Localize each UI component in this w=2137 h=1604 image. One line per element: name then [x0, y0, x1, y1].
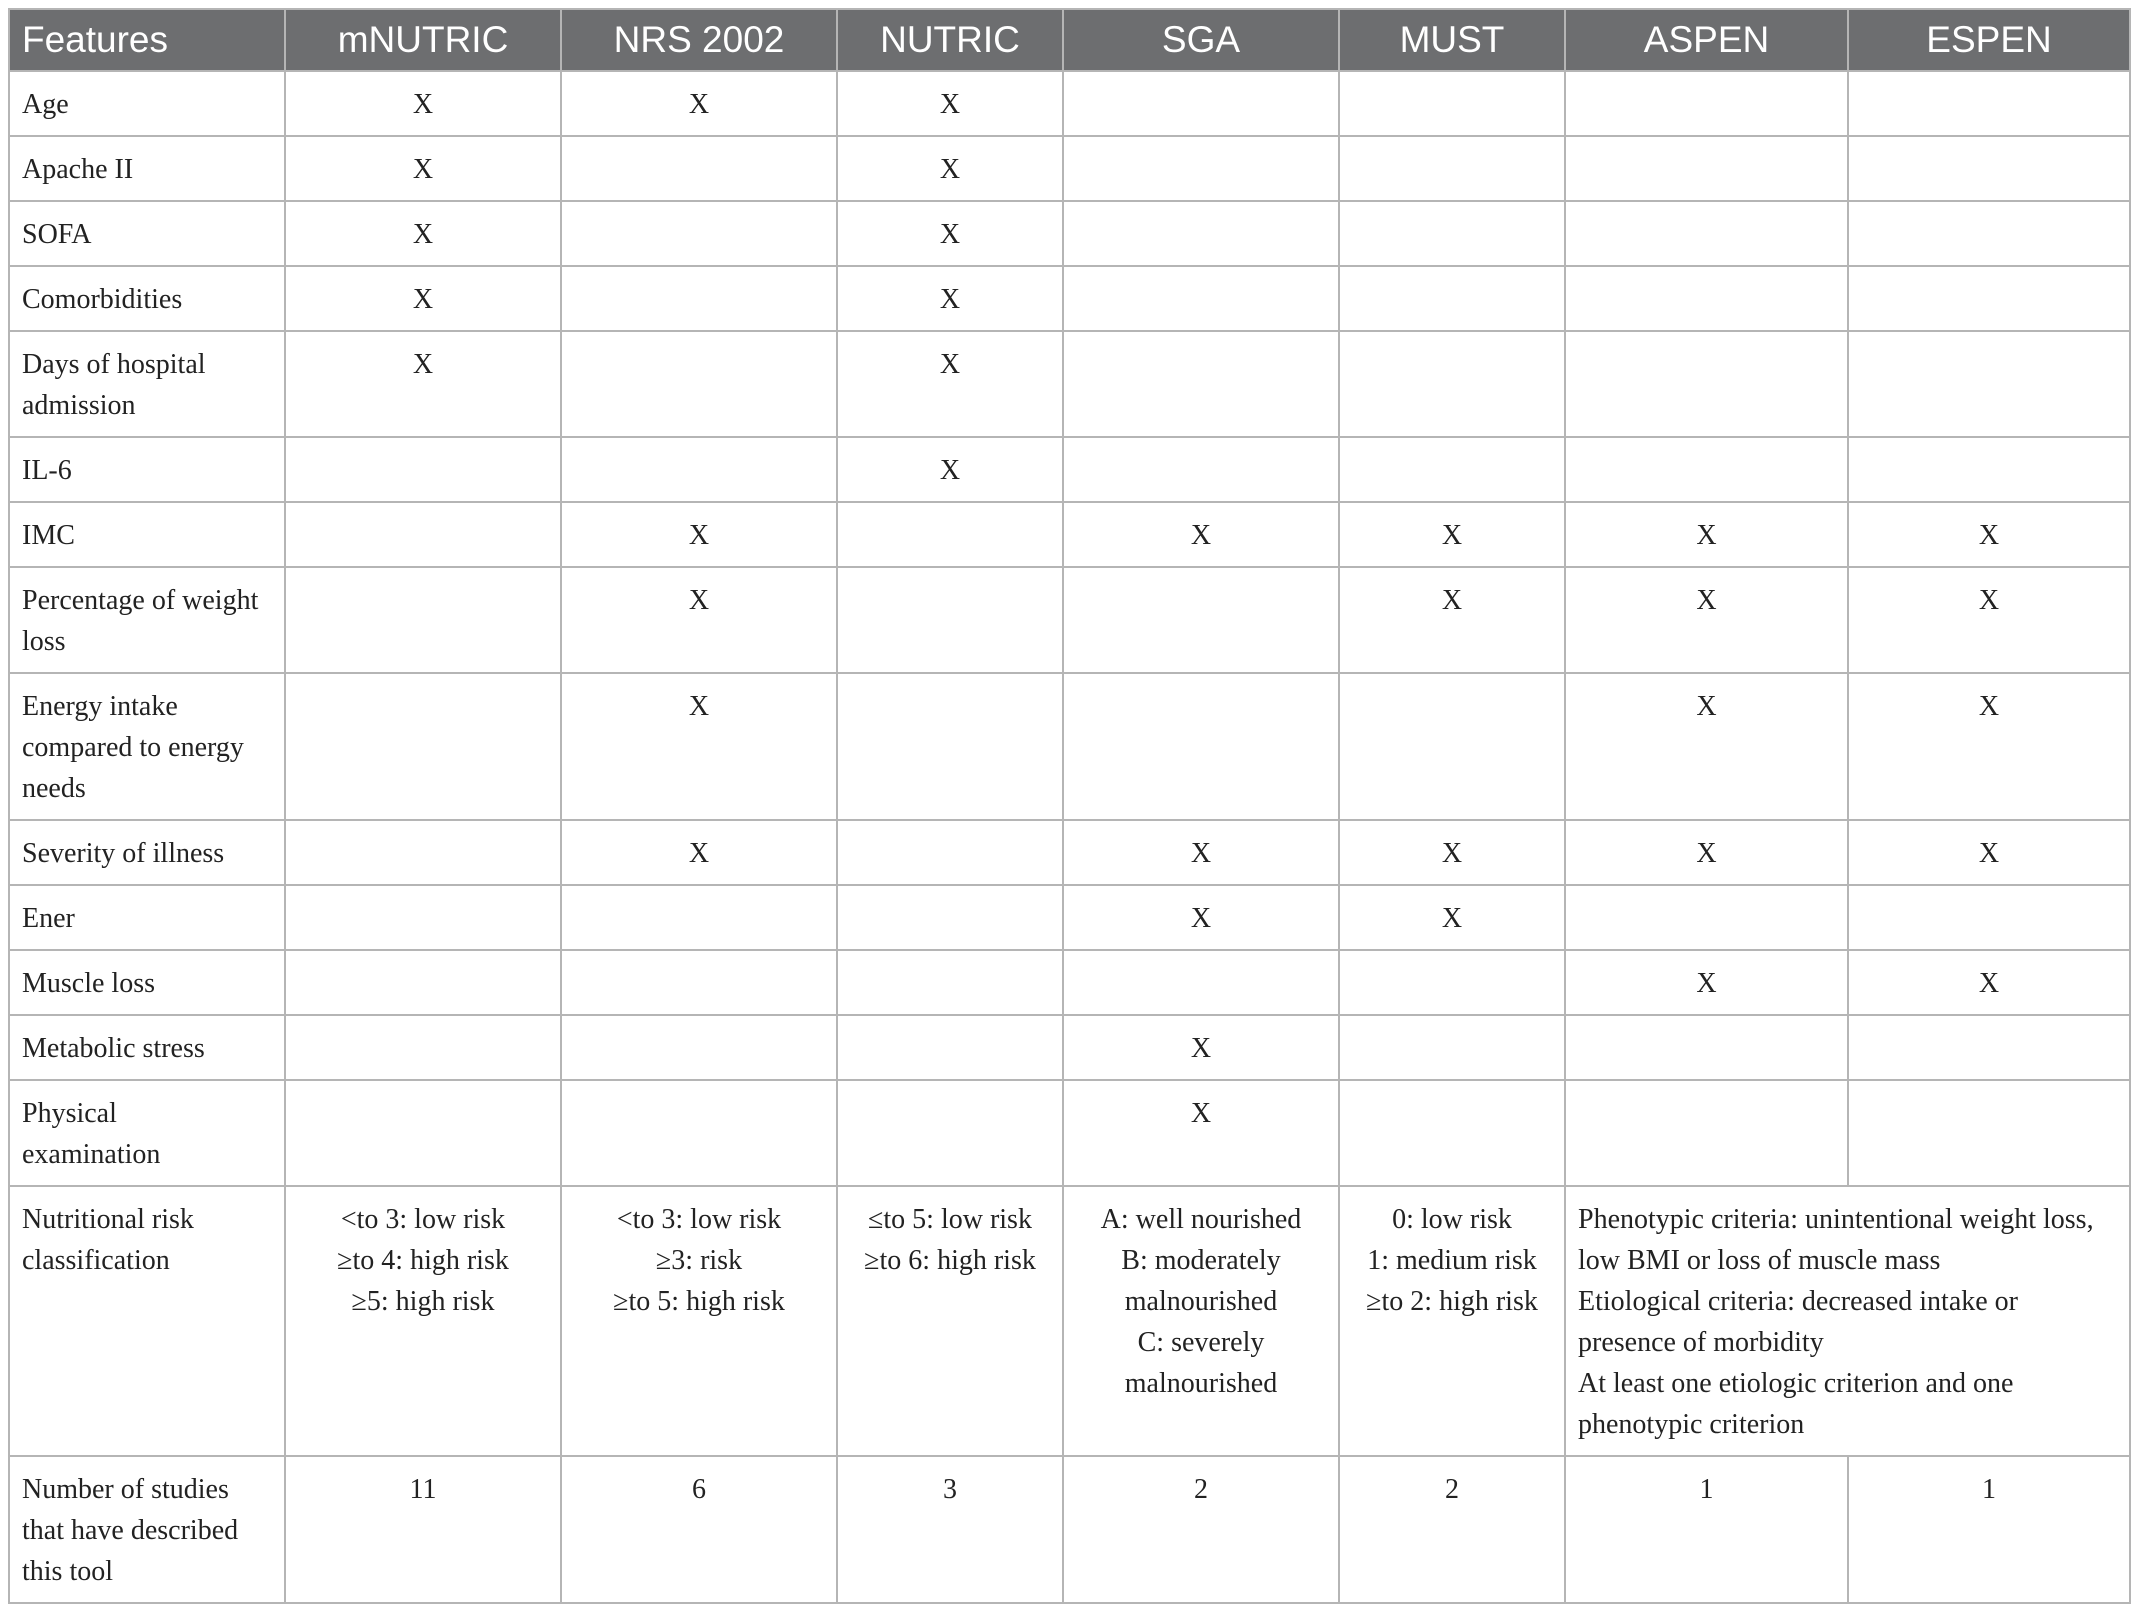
table-row: [9, 437, 2130, 502]
feature-cell: [9, 885, 285, 950]
check-cell: [1565, 1080, 1848, 1186]
check-cell: [1848, 136, 2130, 201]
check-cell: [1339, 266, 1565, 331]
table-body: [9, 71, 2130, 1603]
check-cell: X: [837, 71, 1063, 136]
study-count-cell: 6: [561, 1456, 837, 1603]
header-espen: ESPEN: [1848, 9, 2130, 71]
check-cell: X: [1565, 950, 1848, 1015]
check-cell: [1063, 71, 1339, 136]
check-cell: X: [1063, 502, 1339, 567]
cell-line: Metabolic stress: [22, 1033, 205, 1064]
check-cell: [561, 1015, 837, 1080]
feature-cell: [9, 71, 285, 136]
check-cell: [1063, 673, 1339, 820]
check-cell: X: [1063, 820, 1339, 885]
check-cell: X: [1848, 502, 2130, 567]
check-cell: [285, 820, 561, 885]
feature-cell: [9, 502, 285, 567]
check-cell: [1848, 266, 2130, 331]
check-cell: X: [1339, 567, 1565, 673]
check-cell: [1848, 71, 2130, 136]
check-cell: [1848, 1015, 2130, 1080]
check-cell: [837, 885, 1063, 950]
table-row: [9, 673, 2130, 820]
check-cell: [1565, 1015, 1848, 1080]
check-cell: [1339, 201, 1565, 266]
check-cell: X: [1848, 673, 2130, 820]
check-cell: [561, 437, 837, 502]
check-cell: X: [285, 266, 561, 331]
feature-cell: [9, 201, 285, 266]
cell-line: phenotypic criterion: [1578, 1409, 1805, 1440]
check-cell: [1339, 673, 1565, 820]
cell-line: Nutritional risk: [22, 1204, 194, 1235]
check-cell: X: [1063, 885, 1339, 950]
check-cell: [837, 820, 1063, 885]
cell-line: SOFA: [22, 219, 92, 250]
cell-line: Apache II: [22, 154, 134, 185]
check-cell: [285, 1015, 561, 1080]
study-count-cell: 1: [1848, 1456, 2130, 1603]
check-cell: [285, 885, 561, 950]
cell-line: ≥3: risk: [655, 1245, 743, 1276]
classification-cell-mnutric: [285, 1186, 561, 1456]
check-cell: [1339, 1080, 1565, 1186]
check-cell: [837, 1080, 1063, 1186]
cell-line: malnourished: [1124, 1286, 1278, 1317]
feature-cell: [9, 437, 285, 502]
feature-cell: [9, 820, 285, 885]
cell-line: Phenotypic criteria: unintentional weight loss,: [1578, 1204, 2094, 1235]
check-cell: [1848, 437, 2130, 502]
check-cell: X: [285, 71, 561, 136]
check-cell: X: [1565, 820, 1848, 885]
cell-line: Ener: [22, 903, 75, 934]
check-cell: X: [285, 136, 561, 201]
cell-line: Days of hospital: [22, 349, 206, 380]
check-cell: [561, 950, 837, 1015]
table-row: [9, 331, 2130, 437]
cell-line: C: severely: [1137, 1327, 1265, 1358]
check-cell: [1565, 331, 1848, 437]
feature-cell: [9, 1080, 285, 1186]
check-cell: [285, 950, 561, 1015]
check-cell: [1565, 71, 1848, 136]
check-cell: X: [1339, 820, 1565, 885]
check-cell: [1565, 437, 1848, 502]
feature-cell: [9, 567, 285, 673]
table-row: [9, 1080, 2130, 1186]
check-cell: [1565, 201, 1848, 266]
feature-cell: [9, 1015, 285, 1080]
check-cell: X: [1339, 885, 1565, 950]
cell-line: this tool: [22, 1556, 114, 1587]
study-count-cell: 2: [1063, 1456, 1339, 1603]
check-cell: [1848, 1080, 2130, 1186]
cell-line: <to 3: low risk: [340, 1204, 506, 1235]
cell-line: 0: low risk: [1392, 1204, 1512, 1235]
header-aspen: ASPEN: [1565, 9, 1848, 71]
check-cell: [837, 1015, 1063, 1080]
check-cell: [1063, 950, 1339, 1015]
check-cell: [1339, 1015, 1565, 1080]
check-cell: [1848, 885, 2130, 950]
check-cell: [1339, 71, 1565, 136]
check-cell: [837, 673, 1063, 820]
check-cell: X: [1339, 502, 1565, 567]
table-row: [9, 820, 2130, 885]
check-cell: [561, 331, 837, 437]
studies-row: [9, 1456, 2130, 1603]
table-row: [9, 567, 2130, 673]
check-cell: X: [285, 201, 561, 266]
cell-line: Muscle loss: [22, 968, 155, 999]
cell-line: A: well nourished: [1100, 1204, 1302, 1235]
cell-line: compared to energy: [22, 732, 244, 763]
check-cell: [561, 266, 837, 331]
cell-line: loss: [22, 626, 66, 657]
check-cell: [1848, 201, 2130, 266]
table-container: [8, 8, 2129, 1604]
cell-line: Age: [22, 89, 69, 120]
check-cell: [1063, 437, 1339, 502]
table-row: [9, 71, 2130, 136]
classification-cell-sga: [1063, 1186, 1339, 1456]
check-cell: X: [837, 201, 1063, 266]
table-row: [9, 1015, 2130, 1080]
cell-line: <to 3: low risk: [616, 1204, 782, 1235]
cell-line: Severity of illness: [22, 838, 225, 869]
check-cell: [1339, 136, 1565, 201]
table-row: [9, 502, 2130, 567]
check-cell: X: [1848, 567, 2130, 673]
check-cell: X: [561, 71, 837, 136]
check-cell: X: [837, 266, 1063, 331]
table-row: [9, 201, 2130, 266]
study-count-cell: 2: [1339, 1456, 1565, 1603]
classification-cell-nrs2002: [561, 1186, 837, 1456]
check-cell: X: [561, 673, 837, 820]
cell-line: 1: medium risk: [1367, 1245, 1537, 1276]
check-cell: [1063, 331, 1339, 437]
cell-line: ≥to 6: high risk: [864, 1245, 1036, 1276]
feature-cell: [9, 266, 285, 331]
cell-line: ≥5: high risk: [351, 1286, 495, 1317]
cell-line: ≥to 4: high risk: [337, 1245, 509, 1276]
cell-line: low BMI or loss of muscle mass: [1578, 1245, 1941, 1276]
feature-cell: [9, 1186, 285, 1456]
check-cell: [285, 437, 561, 502]
check-cell: [1565, 266, 1848, 331]
cell-line: Etiological criteria: decreased intake or: [1578, 1286, 2019, 1317]
header-nutric: NUTRIC: [837, 9, 1063, 71]
feature-cell: [9, 950, 285, 1015]
table-row: [9, 885, 2130, 950]
table-row: [9, 136, 2130, 201]
header-row: [9, 9, 2130, 71]
check-cell: [1339, 437, 1565, 502]
cell-line: IL-6: [22, 455, 72, 486]
cell-line: admission: [22, 390, 136, 421]
check-cell: [1339, 950, 1565, 1015]
check-cell: [285, 673, 561, 820]
cell-line: Number of studies: [22, 1474, 229, 1505]
check-cell: [837, 950, 1063, 1015]
check-cell: [285, 567, 561, 673]
header-must: MUST: [1339, 9, 1565, 71]
check-cell: X: [837, 136, 1063, 201]
study-count-cell: 3: [837, 1456, 1063, 1603]
check-cell: X: [1848, 950, 2130, 1015]
cell-line: Energy intake: [22, 691, 178, 722]
check-cell: [561, 136, 837, 201]
feature-cell: [9, 1456, 285, 1603]
check-cell: X: [1063, 1080, 1339, 1186]
cell-line: examination: [22, 1139, 161, 1170]
check-cell: [1063, 266, 1339, 331]
cell-line: Physical: [22, 1098, 117, 1129]
check-cell: [1848, 331, 2130, 437]
check-cell: [1565, 885, 1848, 950]
check-cell: X: [1565, 502, 1848, 567]
classification-cell-nutric: [837, 1186, 1063, 1456]
cell-line: malnourished: [1124, 1368, 1278, 1399]
check-cell: X: [1565, 673, 1848, 820]
header-features: Features: [9, 9, 285, 71]
check-cell: X: [1063, 1015, 1339, 1080]
study-count-cell: 11: [285, 1456, 561, 1603]
check-cell: X: [285, 331, 561, 437]
check-cell: [1063, 201, 1339, 266]
check-cell: X: [837, 331, 1063, 437]
cell-line: needs: [22, 773, 86, 804]
check-cell: [1339, 331, 1565, 437]
check-cell: [561, 885, 837, 950]
comparison-table: [8, 8, 2131, 1604]
cell-line: ≤to 5: low risk: [868, 1204, 1032, 1235]
check-cell: X: [1848, 820, 2130, 885]
cell-line: B: moderately: [1121, 1245, 1281, 1276]
check-cell: [1063, 567, 1339, 673]
check-cell: X: [561, 567, 837, 673]
feature-cell: [9, 136, 285, 201]
header-mnutric: mNUTRIC: [285, 9, 561, 71]
check-cell: [1063, 136, 1339, 201]
cell-line: Percentage of weight: [22, 585, 259, 616]
check-cell: [1565, 136, 1848, 201]
check-cell: X: [561, 502, 837, 567]
cell-line: IMC: [22, 520, 75, 551]
cell-line: ≥to 2: high risk: [1366, 1286, 1538, 1317]
check-cell: [561, 201, 837, 266]
check-cell: [285, 1080, 561, 1186]
study-count-cell: 1: [1565, 1456, 1848, 1603]
header-nrs2002: NRS 2002: [561, 9, 837, 71]
cell-line: At least one etiologic criterion and one: [1578, 1368, 2014, 1399]
cell-line: ≥to 5: high risk: [613, 1286, 785, 1317]
feature-cell: [9, 673, 285, 820]
table-row: [9, 950, 2130, 1015]
cell-line: that have described: [22, 1515, 239, 1546]
cell-line: Comorbidities: [22, 284, 183, 315]
table-row: [9, 266, 2130, 331]
cell-line: presence of morbidity: [1578, 1327, 1824, 1358]
cell-line: classification: [22, 1245, 170, 1276]
check-cell: [837, 567, 1063, 673]
check-cell: [837, 502, 1063, 567]
classification-cell-aspen-espen: [1565, 1186, 2130, 1456]
feature-cell: [9, 331, 285, 437]
check-cell: X: [1565, 567, 1848, 673]
check-cell: [285, 502, 561, 567]
classification-row: [9, 1186, 2130, 1456]
check-cell: X: [561, 820, 837, 885]
classification-cell-must: [1339, 1186, 1565, 1456]
check-cell: X: [837, 437, 1063, 502]
check-cell: [561, 1080, 837, 1186]
header-sga: SGA: [1063, 9, 1339, 71]
